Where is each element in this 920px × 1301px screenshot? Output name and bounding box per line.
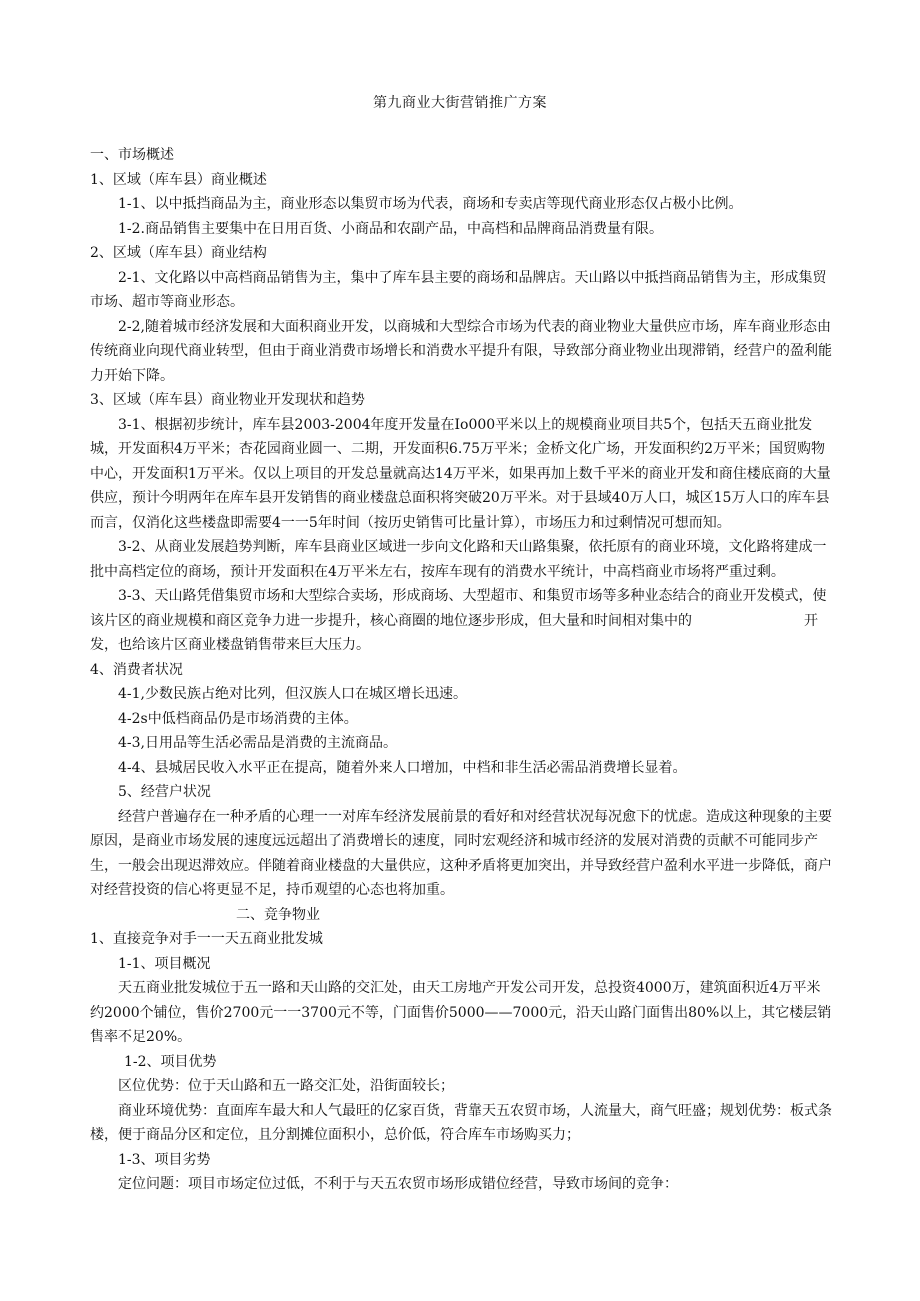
paragraph: 定位问题：项目市场定位过低，不利于与天五农贸市场形成错位经营，导致市场间的竞争： <box>118 1176 678 1192</box>
paragraph: 4-3,日用品等生活必需品是消费的主流商品。 <box>118 735 397 751</box>
document-body <box>90 143 832 1197</box>
subsection-heading: 3、区域（库车县）商业物业开发现状和趋势 <box>90 392 365 408</box>
subsection-heading: 1-1、项目概况 <box>118 955 211 972</box>
subsection-heading: 1-2、项目优势 <box>124 1053 217 1070</box>
paragraph: 商业环境优势：直面库车最大和人气最旺的亿家百货，背靠天五农贸市场，人流量大，商气旺盛；规划优势：板式条楼，便于商品分区和定位，且分割摊位面积小，总价低，符合库车市场购买力； <box>90 1102 832 1143</box>
paragraph: 4-4、县城居民收入水平正在提高，随着外来人口增加，中档和非生活必需品消费增长显着。 <box>118 759 687 776</box>
paragraph: 1-2.商品销售主要集中在日用百货、小商品和农副产品，中高档和品牌商品消费量有限。 <box>118 220 663 237</box>
paragraph: 2-2,随着城市经济发展和大面积商业开发，以商城和大型综合市场为代表的商业物业大量供应市场，库车商业形态由传统商业向现代商业转型，但由于商业消费市场增长和消费水平提升有限，导致部分商业物业出现滞销，经营户的盈利能力开始下降。 <box>90 318 832 384</box>
paragraph: 天五商业批发城位于五一路和天山路的交汇处，由天工房地产开发公司开发，总投资4000万，建筑面积近4万平米约2000个铺位，售价2700元一一3700元不等，门面售价5000——7000元，沿天山路门面售出80%以上，其它楼层销售率不足20%。 <box>90 980 832 1045</box>
subsection-heading: 5、经营户状况 <box>118 784 211 800</box>
paragraph: 经营户普遍存在一种矛盾的心理一一对库车经济发展前景的看好和对经营状况每况愈下的忧虑。造成这种现象的主要原因，是商业市场发展的速度远远超出了消费增长的速度，同时宏观经济和城市经济的发展对消费的贡献不可能同步产生，一般会出现迟滞效应。伴随着商业楼盘的大量供应，这种矛盾将更加突出，并导致经营户盈利水平进一步降低，商户对经营投资的信心将更显不足，持币观望的心态也将加重。 <box>90 808 832 898</box>
section-heading: 二、竞争物业 <box>236 906 320 923</box>
document-title: 第九商业大街营销推广方案 <box>373 95 547 111</box>
paragraph: 4-1,少数民族占绝对比列，但汉族人口在城区增长迅速。 <box>118 686 467 702</box>
paragraph-text-tail: 开 <box>804 612 818 629</box>
paragraph <box>90 584 832 633</box>
paragraph: 3-2、从商业发展趋势判断，库车县商业区域进一步向文化路和天山路集聚，依托原有的商业环境，文化路将建成一批中高档定位的商场，预计开发面积在4万平米左右，按库车现有的消费水平统计，中高档商业市场将严重过剩。 <box>90 539 827 580</box>
paragraph: 1-1、以中抵挡商品为主，商业形态以集贸市场为代表，商场和专卖店等现代商业形态仅占极小比例。 <box>118 196 743 212</box>
paragraph: 4-2s中低档商品仍是市场消费的主体。 <box>118 710 358 727</box>
subsection-heading: 4、消费者状况 <box>90 661 183 678</box>
subsection-heading: 1-3、项目劣势 <box>118 1151 211 1168</box>
paragraph: 2-1、文化路以中高档商品销售为主，集中了库车县主要的商场和品牌店。天山路以中抵挡商品销售为主，形成集贸市场、超市等商业形态。 <box>90 269 827 310</box>
subsection-heading: 1、区域（库车县）商业概述 <box>90 171 267 188</box>
paragraph: 区位优势：位于天山路和五一路交汇处，沿街面较长； <box>118 1078 454 1094</box>
subsection-heading: 1、直接竞争对手一一天五商业批发城 <box>90 931 323 947</box>
subsection-heading: 2、区域（库车县）商业结构 <box>90 245 267 261</box>
paragraph-text: 3-3、天山路凭借集贸市场和大型综合卖场，形成商场、大型超市、和集贸市场等多种业态结合的商业开发模式，使该片区的商业规模和商区竞争力进一步提升，核心商圈的地位逐步形成，但大量和时间相对集中的 <box>90 588 827 629</box>
paragraph-continuation: 发，也给该片区商业楼盘销售带来巨大压力。 <box>90 637 370 653</box>
section-heading: 一、市场概述 <box>90 147 174 163</box>
paragraph: 3-1、根据初步统计，库车县2003-2004年度开发量在Io000平米以上的规模商业项目共5个，包括天五商业批发城，开发面积4万平米；杏花园商业圆一、二期，开发面积6.75万平米；金桥文化广场，开发面积约2万平米；国贸购物中心，开发面积1万平米。仅以上项目的开发总量就高达14万平米，如果再加上数千平米的商业开发和商住楼底商的大量供应，预计今明两年在库车县开发销售的商业楼盘总面积将突破20万平米。对于县域40万人口，城区15万人口的库车县而言，仅消化这些楼盘即需要4一一5年时间（按历史销售可比量计算），市场压力和过剩情况可想而知。 <box>90 416 831 531</box>
